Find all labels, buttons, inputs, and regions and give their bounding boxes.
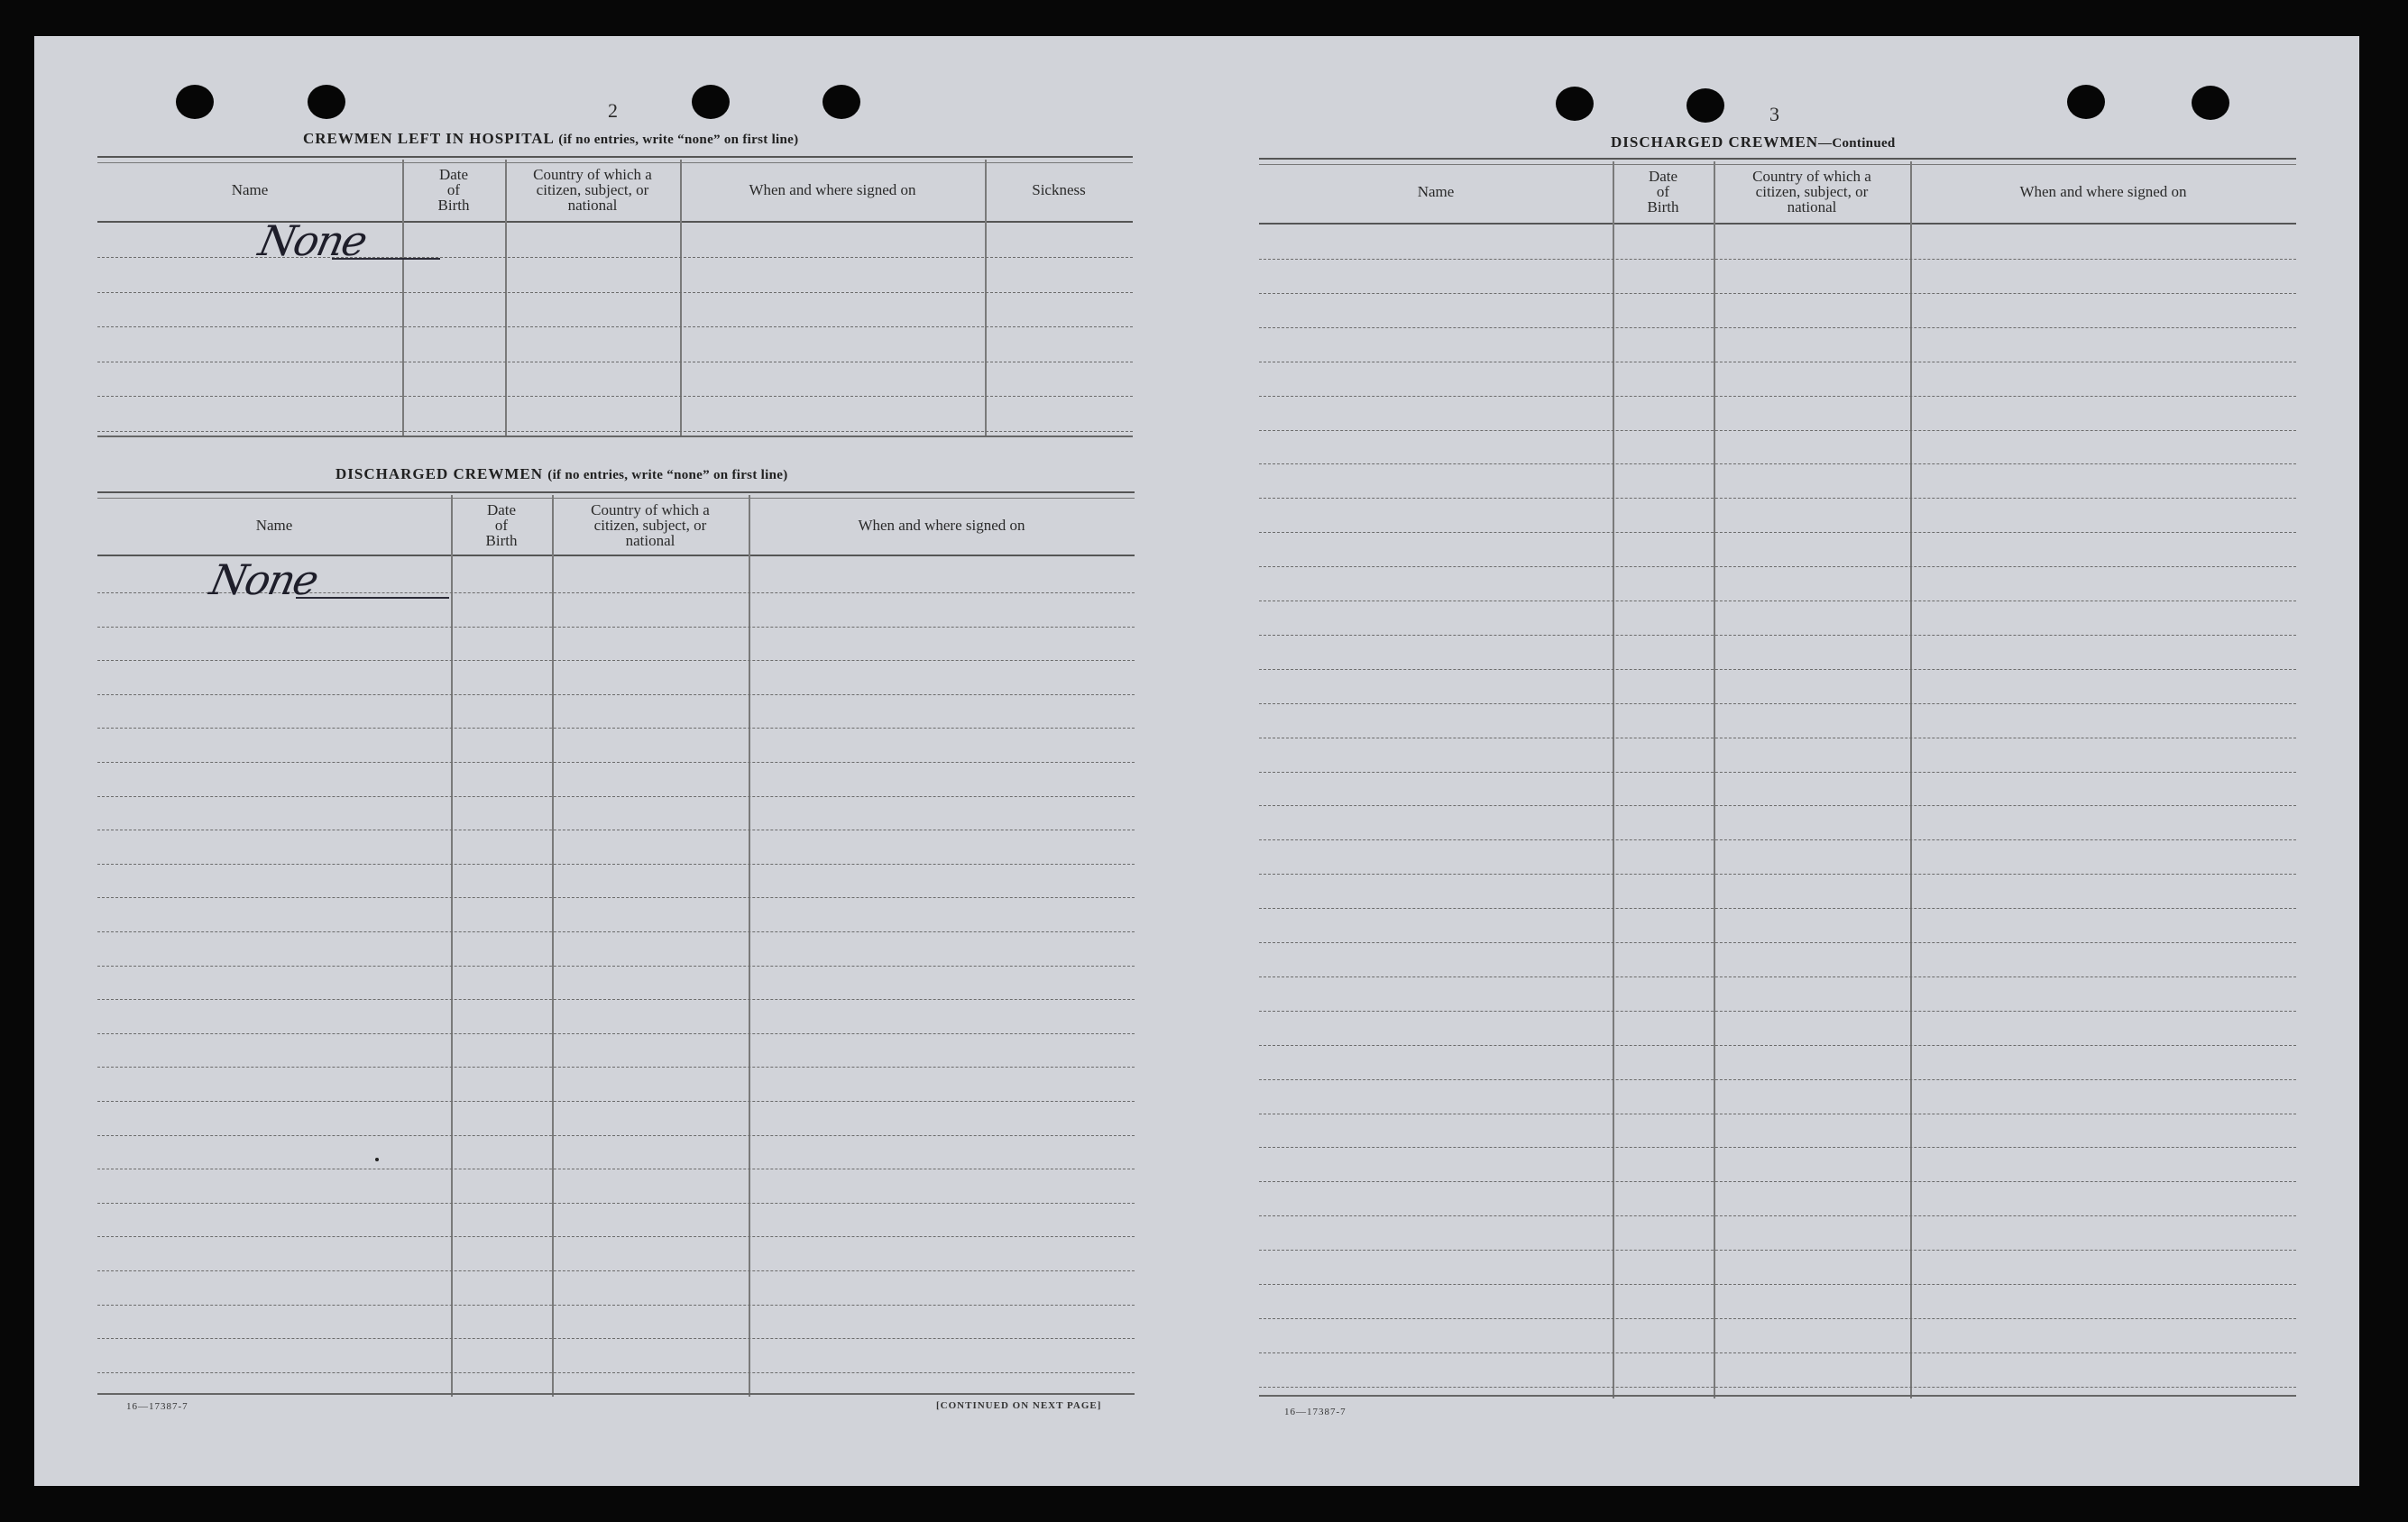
column-divider [505,160,507,436]
table-bottom-rule [97,1393,1135,1395]
ruled-line [97,292,1133,293]
handwritten-entry-none: None [206,555,322,604]
column-divider [451,495,453,1397]
ruled-line [1259,1352,2296,1353]
handwritten-underline [332,258,440,260]
column-header-country: Country of which a citizen, subject, or national [533,165,652,214]
ink-speck [375,1158,379,1161]
column-header-name: Name [231,180,269,198]
table-top-rule [97,156,1133,163]
punch-hole [1687,88,1724,123]
ruled-line [1259,396,2296,397]
ruled-line [1259,1181,2296,1182]
ruled-line [97,1338,1135,1339]
column-header-signed-on: When and where signed on [2019,182,2187,200]
punch-hole [308,85,345,119]
column-header-country: Country of which a citizen, subject, or national [1752,167,1871,215]
ruled-line [1259,874,2296,875]
ruled-line [97,1372,1135,1373]
page-number-left: 2 [608,99,618,122]
ruled-line [97,864,1135,865]
continued-suffix: —Continued [1818,136,1896,151]
continued-on-next-page: [CONTINUED ON NEXT PAGE] [936,1400,1102,1411]
ruled-line [1259,566,2296,567]
hospital-section-title [303,130,798,148]
ruled-line [1259,1079,2296,1080]
ruled-line [1259,1387,2296,1388]
ruled-line [97,694,1135,695]
ruled-line [1259,327,2296,328]
punch-hole [2192,86,2229,120]
discharged-section-title [335,465,788,483]
table-top-rule [97,491,1135,499]
ruled-line [1259,259,2296,260]
ruled-line [97,431,1133,432]
ruled-line [97,931,1135,932]
column-header-signed-on: When and where signed on [749,180,916,198]
column-divider [1613,161,1614,1398]
ruled-line [97,396,1133,397]
column-divider [552,495,554,1397]
ruled-line [1259,839,2296,840]
form-number-left: 16—17387-7 [126,1401,188,1412]
ruled-line [1259,703,2296,704]
ruled-line [1259,772,2296,773]
form-number-right: 16—17387-7 [1284,1407,1346,1417]
ruled-line [1259,908,2296,909]
ruled-line [97,1236,1135,1237]
ruled-line [1259,942,2296,943]
table-bottom-rule [97,436,1133,437]
ruled-line [1259,1147,2296,1148]
hospital-title-note: (if no entries, write “none” on first line) [558,133,799,147]
ruled-line [1259,1250,2296,1251]
column-header-name: Name [255,516,293,534]
column-divider [680,160,682,436]
header-underline [97,221,1133,223]
column-header-name: Name [1417,182,1455,200]
table-top-rule [1259,158,2296,165]
punch-hole [692,85,730,119]
ruled-line [97,1067,1135,1068]
handwritten-underline [296,597,449,599]
discharged-continued-title-text: DISCHARGED CREWMEN [1611,133,1819,151]
ruled-line [1259,498,2296,499]
ruled-line [1259,1318,2296,1319]
ruled-line [97,627,1135,628]
ruled-line [97,257,1133,258]
column-divider [749,495,750,1397]
ruled-line [1259,1215,2296,1216]
column-header-country: Country of which a citizen, subject, or national [591,500,710,549]
ruled-line [97,1135,1135,1136]
hospital-title-text: CREWMEN LEFT IN HOSPITAL [303,130,554,147]
ruled-line [97,1101,1135,1102]
ruled-line [97,1305,1135,1306]
punch-hole [2067,85,2105,119]
column-header-date-of-birth: Date of Birth [485,500,518,549]
column-header-sickness: Sickness [1032,180,1086,198]
ruled-line [1259,1045,2296,1046]
discharged-title-note: (if no entries, write “none” on first line) [547,468,788,482]
ruled-line [97,326,1133,327]
ruled-line [1259,805,2296,806]
ruled-line [97,1033,1135,1034]
ruled-line [97,999,1135,1000]
ruled-line [1259,532,2296,533]
column-divider [402,160,404,436]
ruled-line [97,1270,1135,1271]
column-divider [1910,161,1912,1398]
punch-hole [823,85,860,119]
ruled-line [1259,293,2296,294]
ruled-line [97,966,1135,967]
table-bottom-rule [1259,1395,2296,1397]
column-header-date-of-birth: Date of Birth [437,165,470,214]
punch-hole [1556,87,1594,121]
ruled-line [97,1203,1135,1204]
handwritten-entry-none: None [254,216,371,265]
column-header-signed-on: When and where signed on [858,516,1025,534]
discharged-table-right [1259,158,2296,1402]
column-divider [985,160,987,436]
page-number-right: 3 [1769,103,1779,125]
ruled-line [1259,635,2296,636]
ruled-line [1259,669,2296,670]
ruled-line [97,728,1135,729]
ruled-line [97,897,1135,898]
ruled-line [1259,1284,2296,1285]
ruled-line [1259,1011,2296,1012]
ruled-line [1259,430,2296,431]
ruled-line [97,796,1135,797]
ruled-line [97,762,1135,763]
punch-hole [176,85,214,119]
ruled-line [1259,976,2296,977]
header-underline [1259,223,2296,225]
discharged-table-left [97,491,1135,1398]
ruled-line [97,660,1135,661]
document-spread [34,36,2359,1486]
discharged-title-text: DISCHARGED CREWMEN [335,465,544,482]
discharged-continued-title [1611,133,1896,151]
hospital-table [97,156,1133,439]
column-divider [1714,161,1715,1398]
ruled-line [1259,463,2296,464]
column-header-date-of-birth: Date of Birth [1647,167,1679,215]
